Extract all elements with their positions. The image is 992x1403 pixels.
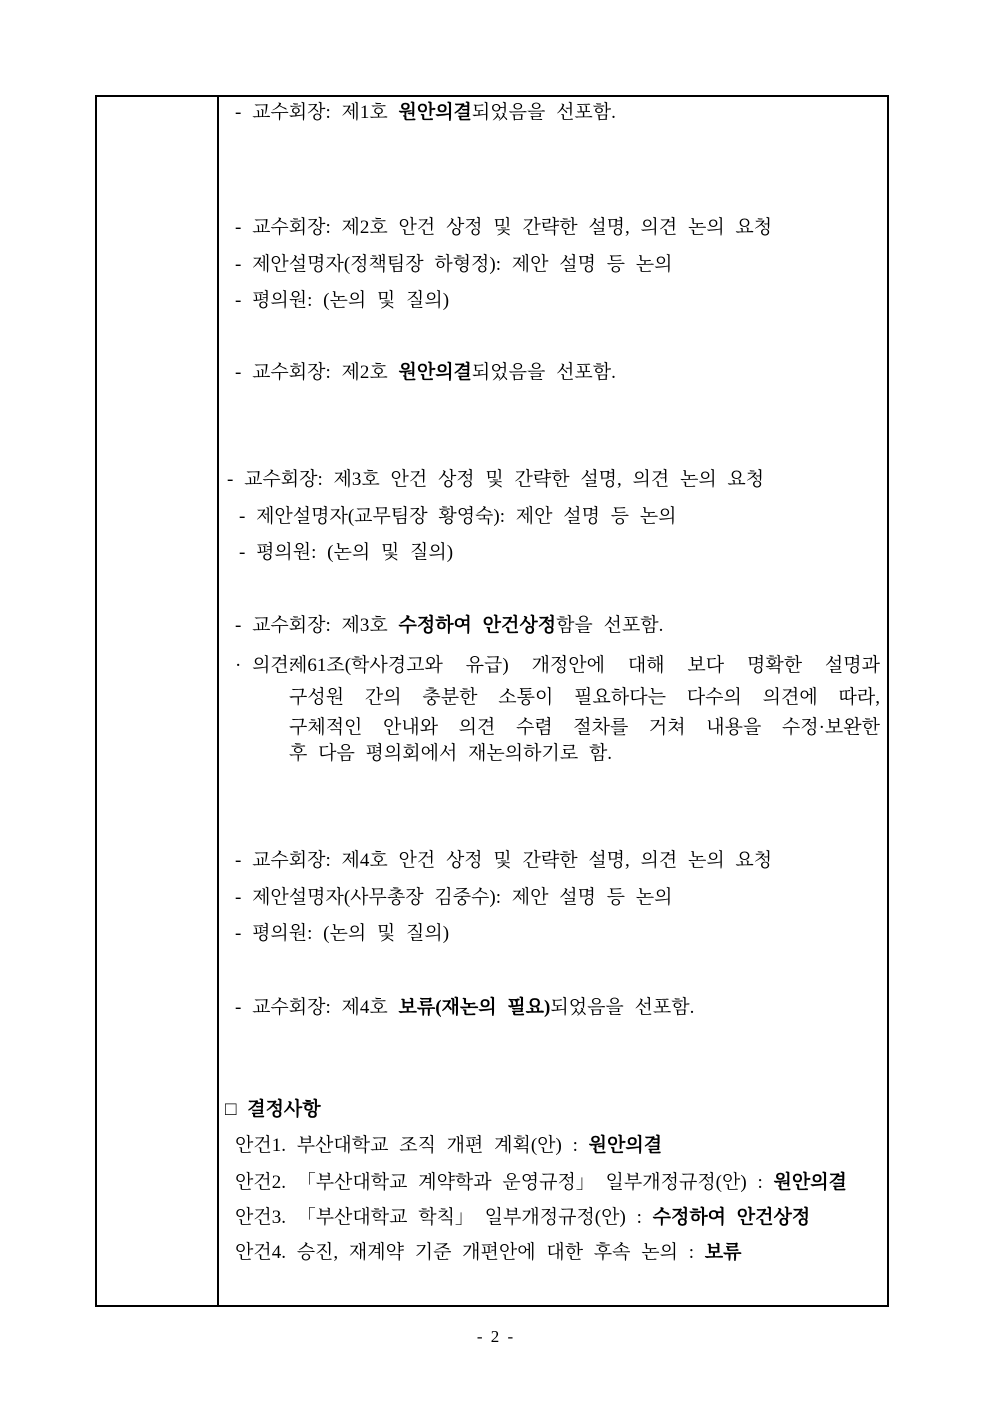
content-line bbox=[239, 539, 453, 566]
content-line bbox=[235, 652, 294, 679]
content-line bbox=[235, 99, 616, 126]
content-line bbox=[235, 214, 772, 241]
content-line bbox=[235, 920, 449, 947]
content-line bbox=[235, 1239, 741, 1266]
content-line bbox=[289, 652, 880, 679]
content-text: - 평의원: (논의 및 질의) bbox=[235, 290, 450, 311]
content-line bbox=[235, 1169, 847, 1196]
content-text-bold: 원안의결 bbox=[588, 1135, 663, 1156]
content-line bbox=[235, 1132, 662, 1159]
content-line bbox=[235, 287, 449, 314]
content-line bbox=[235, 1204, 810, 1231]
content-text-bold: 수정하여 안건상정 bbox=[398, 615, 557, 636]
content-text: 되었음을 선포함. bbox=[471, 362, 616, 383]
content-text: - 교수회장: 제4호 안건 상정 및 간략한 설명, 의견 논의 요청 bbox=[235, 850, 773, 871]
content-line bbox=[289, 714, 880, 741]
content-text: - 제안설명자(사무총장 김중수): 제안 설명 등 논의 bbox=[235, 887, 673, 908]
content-text: - 교수회장: 제1호 bbox=[235, 102, 399, 123]
content-line bbox=[235, 847, 772, 874]
content-text: 되었음을 선포함. bbox=[550, 997, 695, 1018]
content-text: - 평의원: (논의 및 질의) bbox=[235, 923, 450, 944]
content-line bbox=[289, 684, 880, 711]
content-text: 구체적인 안내와 의견 수렴 절차를 거쳐 내용을 수정·보완한 bbox=[289, 717, 880, 738]
content-text: 안건1. 부산대학교 조직 개편 계획(안) : bbox=[235, 1135, 589, 1156]
content-line bbox=[227, 466, 764, 493]
content-text: - 제안설명자(정책팀장 하형정): 제안 설명 등 논의 bbox=[235, 254, 673, 275]
content-text: - 교수회장: 제4호 bbox=[235, 997, 399, 1018]
content-line bbox=[235, 884, 673, 911]
content-text: 제61조(학사경고와 유급) 개정안에 대해 보다 명확한 설명과 bbox=[289, 655, 880, 676]
content-text-bold: □ 결정사항 bbox=[225, 1099, 321, 1120]
content-text: 후 다음 평의회에서 재논의하기로 함. bbox=[289, 743, 613, 764]
content-text: 되었음을 선포함. bbox=[471, 102, 616, 123]
content-line bbox=[235, 612, 663, 639]
content-text-bold: 보류 bbox=[704, 1242, 742, 1263]
content-line bbox=[235, 251, 673, 278]
content-line bbox=[235, 994, 694, 1021]
content-text: 안건4. 승진, 재계약 기준 개편안에 대한 후속 논의 : bbox=[235, 1242, 705, 1263]
page-number: - 2 - bbox=[476, 1327, 516, 1346]
content-text: · 의견: bbox=[235, 655, 295, 676]
content-text: - 교수회장: 제2호 bbox=[235, 362, 399, 383]
content-text: - 평의원: (논의 및 질의) bbox=[239, 542, 454, 563]
content-text: 함을 선포함. bbox=[556, 615, 664, 636]
content-text: 안건3. 「부산대학교 학칙」 일부개정규정(안) : bbox=[235, 1207, 653, 1228]
content-text-bold: 원안의결 bbox=[773, 1172, 847, 1193]
content-text-bold: 보류(재논의 필요) bbox=[398, 997, 551, 1018]
content-line bbox=[235, 359, 616, 386]
content-text-bold: 원안의결 bbox=[398, 102, 472, 123]
content-text-bold: 원안의결 bbox=[398, 362, 472, 383]
content-text-bold: 수정하여 안건상정 bbox=[652, 1207, 811, 1228]
content-line bbox=[239, 503, 677, 530]
content-line bbox=[225, 1096, 321, 1123]
content-text: - 제안설명자(교무팀장 황영숙): 제안 설명 등 논의 bbox=[239, 506, 677, 527]
content-text: - 교수회장: 제3호 안건 상정 및 간략한 설명, 의견 논의 요청 bbox=[227, 469, 765, 490]
content-text: 안건2. 「부산대학교 계약학과 운영규정」 일부개정규정(안) : bbox=[235, 1172, 774, 1193]
content-line bbox=[289, 740, 612, 767]
content-text: - 교수회장: 제2호 안건 상정 및 간략한 설명, 의견 논의 요청 bbox=[235, 217, 773, 238]
content-text: - 교수회장: 제3호 bbox=[235, 615, 399, 636]
content-text: 구성원 간의 충분한 소통이 필요하다는 다수의 의견에 따라, bbox=[289, 687, 880, 708]
